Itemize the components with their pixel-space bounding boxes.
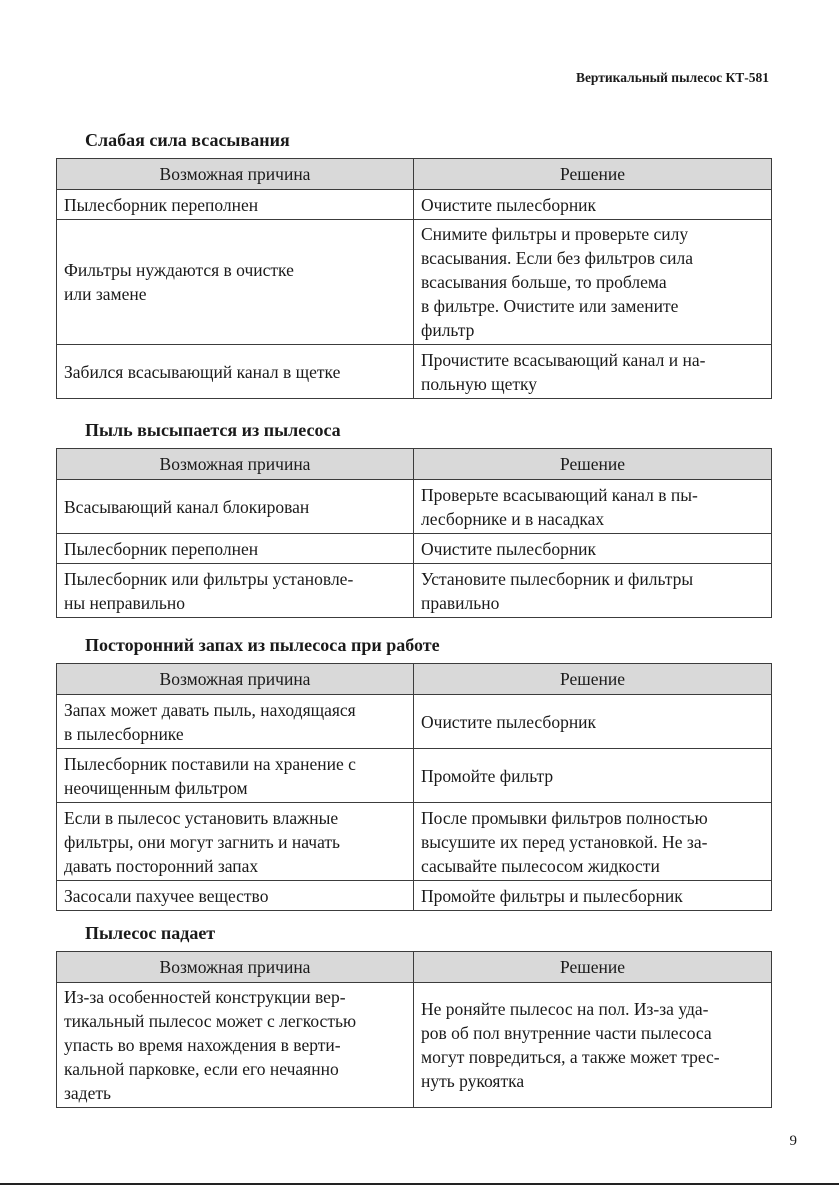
cause-cell	[57, 190, 414, 220]
cause-cell	[57, 480, 414, 534]
solution-cell	[414, 480, 772, 534]
cause-cell	[57, 345, 414, 399]
section-title: Посторонний запах из пылесоса при работе	[85, 635, 440, 655]
cause-text: Пылесборник или фильтры установле- ны неправильно	[64, 568, 354, 613]
section-title: Пыль высыпается из пылесоса	[85, 420, 341, 440]
solution-cell	[414, 881, 772, 911]
solution-cell	[414, 803, 772, 881]
section-title: Пылесос падает	[85, 923, 216, 943]
bottom-rule	[0, 1183, 839, 1185]
cause-text: Пылесборник поставили на хранение с неочищенным фильтром	[64, 753, 356, 798]
table-header-row	[57, 159, 772, 190]
solution-cell	[414, 749, 772, 803]
column-header-cause: Возможная причина	[57, 159, 414, 190]
table-row	[57, 534, 772, 564]
cause-cell	[57, 749, 414, 803]
page-number: 9	[789, 1133, 797, 1149]
table-row	[57, 749, 772, 803]
column-header-cause: Возможная причина	[57, 449, 414, 480]
cause-text: Из-за особенностей конструкции вер- тикальный пылесос может с легкостью упасть во время нахождения в верти- кальной парковке, если его нечаянно задеть	[64, 987, 357, 1103]
column-header-solution: Решение	[414, 952, 772, 983]
solution-cell	[414, 564, 772, 618]
table-header-row	[57, 449, 772, 480]
troubleshooting-table	[56, 448, 772, 618]
cause-text: Фильтры нуждаются в очистке или замене	[64, 260, 294, 304]
cause-cell	[57, 881, 414, 911]
table-row	[57, 480, 772, 534]
solution-cell	[414, 220, 772, 345]
cause-text: Забился всасывающий канал в щетке	[64, 361, 341, 382]
troubleshooting-table	[56, 951, 772, 1108]
solution-text: Не роняйте пылесос на пол. Из-за уда- ров об пол внутренние части пылесоса могут повредиться, а также может трес- нуть рукоятка	[421, 999, 720, 1091]
solution-cell	[414, 534, 772, 564]
solution-text: Установите пылесборник и фильтры правильно	[421, 568, 694, 613]
section-vacuum-falls	[56, 923, 771, 1108]
section-odor	[56, 635, 771, 911]
table-row	[57, 564, 772, 618]
table-header-row	[57, 952, 772, 983]
table-row	[57, 983, 772, 1108]
table-row	[57, 220, 772, 345]
solution-text: Прочистите всасывающий канал и на- польную щетку	[421, 349, 706, 394]
cause-text: Если в пылесос установить влажные фильтры, они могут загнить и начать давать посторонний запах	[64, 807, 341, 876]
cause-text: Пылесборник переполнен	[64, 194, 259, 215]
solution-cell	[414, 345, 772, 399]
table-row	[57, 695, 772, 749]
table-row	[57, 803, 772, 881]
solution-text: После промывки фильтров полностью высушите их перед установкой. Не за- сасывайте пылесосом жидкости	[421, 807, 708, 876]
troubleshooting-table	[56, 663, 772, 911]
column-header-solution: Решение	[414, 159, 772, 190]
troubleshooting-table	[56, 158, 772, 399]
solution-text: Промойте фильтр	[421, 765, 554, 786]
column-header-solution: Решение	[414, 664, 772, 695]
solution-text: Очистите пылесборник	[421, 711, 597, 732]
section-dust-spills	[56, 420, 771, 618]
table-row	[57, 881, 772, 911]
solution-text: Проверьте всасывающий канал в пы- лесборнике и в насадках	[421, 484, 698, 529]
solution-text: Снимите фильтры и проверьте силу всасывания. Если без фильтров сила всасывания больше, то проблема в фильтре. Очистите или замените фильтр	[421, 224, 694, 340]
table-row	[57, 190, 772, 220]
solution-cell	[414, 695, 772, 749]
column-header-cause: Возможная причина	[57, 952, 414, 983]
cause-text: Засосали пахучее вещество	[64, 885, 269, 906]
cause-cell	[57, 803, 414, 881]
solution-text: Очистите пылесборник	[421, 538, 597, 559]
solution-cell	[414, 983, 772, 1108]
table-row	[57, 345, 772, 399]
document-header-title: Вертикальный пылесос КТ-581	[575, 70, 769, 85]
cause-cell	[57, 534, 414, 564]
cause-cell	[57, 695, 414, 749]
cause-cell	[57, 220, 414, 345]
table-header-row	[57, 664, 772, 695]
cause-cell	[57, 564, 414, 618]
solution-cell	[414, 190, 772, 220]
cause-text: Пылесборник переполнен	[64, 538, 259, 559]
column-header-cause: Возможная причина	[57, 664, 414, 695]
cause-text: Всасывающий канал блокирован	[64, 496, 310, 517]
section-title: Слабая сила всасывания	[85, 130, 290, 150]
section-weak-suction	[56, 130, 771, 399]
cause-text: Запах может давать пыль, находящаяся в пылесборнике	[64, 699, 356, 744]
cause-cell	[57, 983, 414, 1108]
solution-text: Промойте фильтры и пылесборник	[421, 885, 683, 906]
solution-text: Очистите пылесборник	[421, 194, 597, 215]
column-header-solution: Решение	[414, 449, 772, 480]
